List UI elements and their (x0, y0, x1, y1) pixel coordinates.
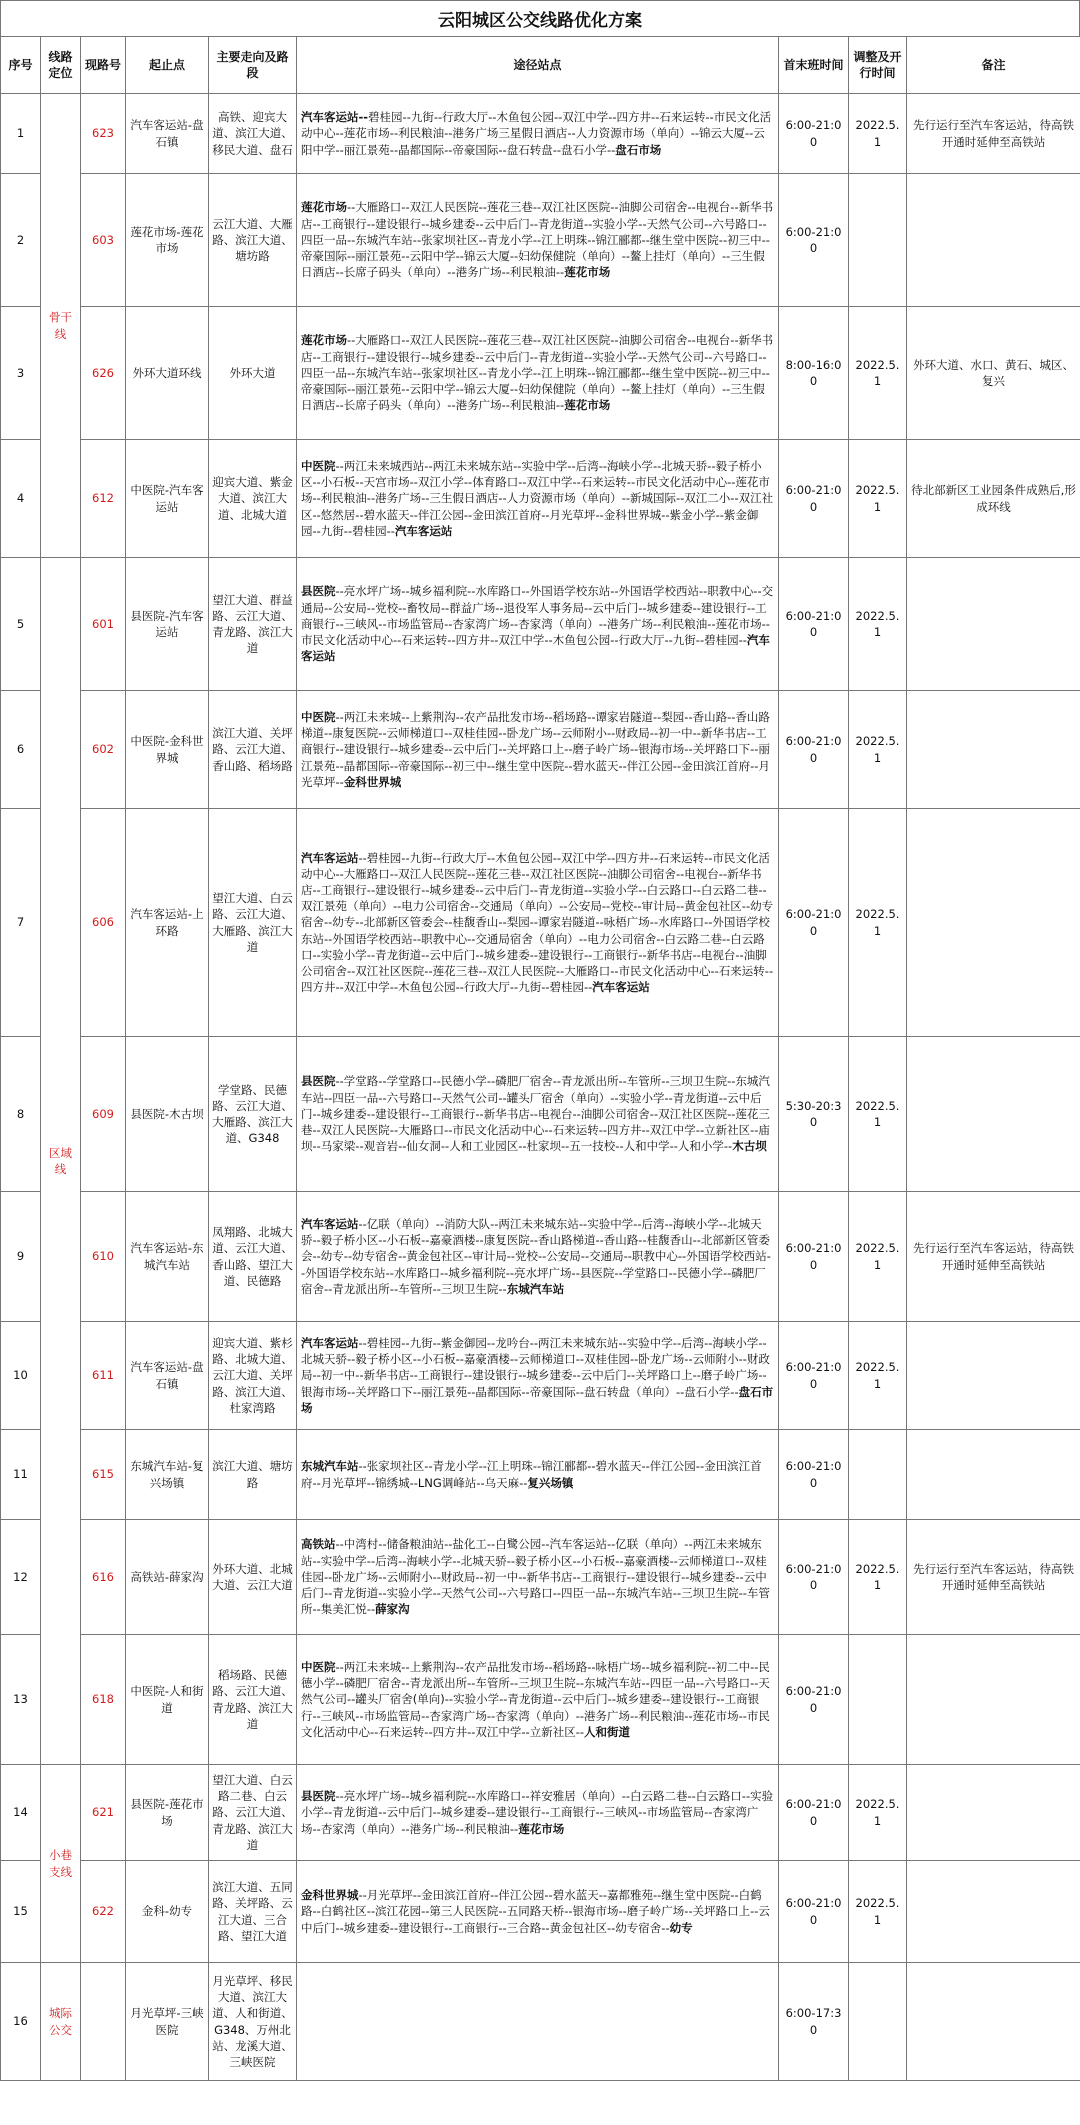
table-row (1, 558, 1080, 691)
cell-endpoints: 金科-幼专 (126, 1861, 209, 1963)
stops-start: 金科世界城 (301, 1888, 359, 1903)
table-row (1, 307, 1080, 440)
stops-mid: --中湾村--储备粮油站--盐化工--白鹭公园--汽车客运站--亿联（单向）--两江未来城东站--实验中学--后湾--海峡小学--北城天骄--毅子桥小区--小石板--嘉豪酒楼--云师梯道口--双桂佳园--卧龙广场--云师附小--财政局--初一中--新华书店--工商银行--建设银行--城乡建委--云中后门--青龙街道--实验小学--天然气公司--六号路口--四臣一品--东城汽车站--三坝卫生院--车管所--集美汇悦-- (301, 1537, 770, 1617)
cell-stops (297, 440, 779, 558)
cell-direction: 滨江大道、关坪路、云江大道、香山路、稻场路 (209, 691, 297, 809)
cell-direction: 凤翔路、北城大道、云江大道、香山路、望江大道、民德路 (209, 1192, 297, 1322)
table-row (1, 1322, 1080, 1430)
cell-stops (297, 1861, 779, 1963)
cell-direction: 月光草坪、移民大道、滨江大道、人和街道、G348、万州北站、龙溪大道、三峡医院 (209, 1963, 297, 2081)
cell-route: 616 (81, 1520, 126, 1635)
cell-seq: 13 (1, 1635, 41, 1765)
table-row (1, 1037, 1080, 1192)
cell-hours: 5:30-20:30 (779, 1037, 849, 1192)
cell-note (907, 558, 1080, 691)
stops-end: 汽车客运站 (301, 633, 770, 664)
cell-direction: 望江大道、群益路、云江大道、青龙路、滨江大道 (209, 558, 297, 691)
cell-direction: 望江大道、白云路二巷、白云路、云江大道、青龙路、滨江大道 (209, 1765, 297, 1861)
cell-date (849, 1430, 907, 1520)
cell-direction: 学堂路、民德路、云江大道、大雁路、滨江大道、G348 (209, 1037, 297, 1192)
cell-route: 623 (81, 94, 126, 174)
stops-start: 汽车客运站-- (301, 110, 369, 125)
header-direction: 主要走向及路段 (209, 37, 297, 94)
cell-hours: 6:00-17:30 (779, 1963, 849, 2081)
cell-stops (297, 1765, 779, 1861)
cell-hours: 6:00-21:00 (779, 440, 849, 558)
cell-seq: 3 (1, 307, 41, 440)
cell-endpoints: 外环大道环线 (126, 307, 209, 440)
cell-date: 2022.5.1 (849, 1037, 907, 1192)
cell-seq: 10 (1, 1322, 41, 1430)
cell-route: 622 (81, 1861, 126, 1963)
cell-direction: 稻场路、民德路、云江大道、青龙路、滨江大道 (209, 1635, 297, 1765)
cell-endpoints: 高铁站-薛家沟 (126, 1520, 209, 1635)
stops-mid: 碧桂园--九街--行政大厅--木鱼包公园--双江中学--四方井--石来运转--市民文化活动中心--莲花市场--利民粮油--港务广场三星假日酒店--人力资源市场（单向）--锦云大厦--云阳中学--丽江景苑--晶都国际--帝豪国际--盘石转盘--盘石小学-- (301, 110, 772, 157)
cell-route: 621 (81, 1765, 126, 1861)
cell-date: 2022.5.1 (849, 1520, 907, 1635)
cell-note (907, 1765, 1080, 1861)
cell-stops (297, 1963, 779, 2081)
stops-end: 木古坝 (732, 1139, 767, 1154)
group-label-alley: 小巷支线 (41, 1765, 81, 1963)
cell-endpoints: 县医院-木古坝 (126, 1037, 209, 1192)
cell-stops (297, 1322, 779, 1430)
stops-end: 人和街道 (584, 1724, 630, 1739)
cell-stops (297, 1520, 779, 1635)
cell-date: 2022.5.1 (849, 1765, 907, 1861)
stops-mid: --碧桂园--九街--行政大厅--木鱼包公园--双江中学--四方井--石来运转--市民文化活动中心--大雁路口--双江人民医院--莲花三巷--双江社区医院--油脚公司宿舍--电视台--新华书店--工商银行--建设银行--城乡建委--云中后门--青龙街道--实验小学--白云路口--白云路二巷--双江景苑（单向）--电力公司宿舍--交通局（单向）--公安局--党校--审计局--黄金包社区--幼专宿舍--幼专--北部新区管委会--桂馥香山--梨园--谭家岩隧道--咏梧广场--水库路口--外国语学校东站--外国语学校西站--职教中心--交通局宿舍（单向）--电力公司宿舍--白云路二巷--白云路口--实验小学--青龙街道--云中后门--城乡建委--建设银行--工商银行--新华书店--电视台--油脚公司宿舍--双江社区医院--莲花三巷--双江人民医院--大雁路口--市民文化活动中心--石来运转--四方井--双江中学--木鱼包公园--行政大厅--九街--碧桂园-- (301, 850, 774, 995)
cell-endpoints: 汽车客运站-盘石镇 (126, 94, 209, 174)
cell-seq: 4 (1, 440, 41, 558)
cell-route: 612 (81, 440, 126, 558)
stops-start: 高铁站 (301, 1537, 336, 1552)
cell-direction: 高铁、迎宾大道、滨江大道、移民大道、盘石 (209, 94, 297, 174)
cell-date (849, 1963, 907, 2081)
stops-mid: --两江未来城--上紫荆沟--农产品批发市场--稻场路--咏梧广场--城乡福利院--初二中--民德小学--磷肥厂宿舍--青龙派出所--车管所--三坝卫生院--东城汽车站--四臣一品--六号路口--天然气公司--罐头厂宿舍(单向)--实验小学--青龙街道--云中后门--城乡建委--建设银行--工商银行--三峡风--市场监管局--杏家湾广场--杏家湾（单向）--港务广场--利民粮油--莲花市场--市民文化活动中心--石来运转--四方井--双江中学--立新社区-- (301, 1659, 770, 1739)
stops-end: 金科世界城 (343, 774, 402, 789)
cell-hours: 6:00-21:00 (779, 691, 849, 809)
stops-start: 汽车客运站 (301, 1216, 359, 1231)
cell-direction: 滨江大道、五同路、关坪路、云江大道、三合路、望江大道 (209, 1861, 297, 1963)
stops-start: 中医院 (301, 709, 336, 724)
cell-date: 2022.5.1 (849, 440, 907, 558)
cell-endpoints: 东城汽车站-复兴场镇 (126, 1430, 209, 1520)
cell-route: 606 (81, 809, 126, 1037)
cell-date: 2022.5.1 (849, 691, 907, 809)
cell-endpoints: 中医院-人和街道 (126, 1635, 209, 1765)
cell-seq: 6 (1, 691, 41, 809)
stops-end: 莲花市场 (564, 265, 611, 280)
stops-mid: --月光草坪--金田滨江首府--伴江公园--碧水蓝天--嘉都雅苑--继生堂中医院--白鹤路--白鹤社区--滨江花园--第三人民医院--五同路天桥--银海市场--磨子岭广场--关坪路口上--云中后门--城乡建委--建设银行--工商银行--三合路--黄金包社区--幼专宿舍-- (301, 1888, 770, 1935)
table-row (1, 174, 1080, 307)
cell-route: 615 (81, 1430, 126, 1520)
cell-endpoints: 汽车客运站-上环路 (126, 809, 209, 1037)
cell-note (907, 1037, 1080, 1192)
cell-seq: 14 (1, 1765, 41, 1861)
cell-note (907, 174, 1080, 307)
cell-note (907, 1430, 1080, 1520)
cell-seq: 9 (1, 1192, 41, 1322)
cell-note: 待北部新区工业园条件成熟后,形成环线 (907, 440, 1080, 558)
cell-direction: 望江大道、白云路、云江大道、大雁路、滨江大道 (209, 809, 297, 1037)
cell-direction: 云江大道、大雁路、滨江大道、塘坊路 (209, 174, 297, 307)
cell-hours: 6:00-21:00 (779, 1192, 849, 1322)
cell-endpoints: 汽车客运站-盘石镇 (126, 1322, 209, 1430)
stops-start: 县医院 (301, 1789, 336, 1804)
cell-route: 611 (81, 1322, 126, 1430)
group-label-regional: 区域线 (41, 558, 81, 1765)
cell-stops (297, 691, 779, 809)
cell-route: 602 (81, 691, 126, 809)
stops-end: 复兴场镇 (527, 1475, 574, 1490)
cell-route (81, 1963, 126, 2081)
header-seq: 序号 (1, 37, 41, 94)
cell-endpoints: 中医院-汽车客运站 (126, 440, 209, 558)
cell-endpoints: 县医院-莲花市场 (126, 1765, 209, 1861)
cell-stops (297, 174, 779, 307)
cell-endpoints: 中医院-金科世界城 (126, 691, 209, 809)
stops-start: 县医院 (301, 1074, 336, 1089)
cell-endpoints: 县医院-汽车客运站 (126, 558, 209, 691)
cell-stops (297, 1037, 779, 1192)
cell-endpoints: 汽车客运站-东城汽车站 (126, 1192, 209, 1322)
header-stops: 途径站点 (297, 37, 779, 94)
cell-route: 603 (81, 174, 126, 307)
cell-stops (297, 1430, 779, 1520)
cell-endpoints: 月光草坪-三峡医院 (126, 1963, 209, 2081)
cell-stops (297, 1192, 779, 1322)
cell-hours: 6:00-21:00 (779, 809, 849, 1037)
cell-seq: 12 (1, 1520, 41, 1635)
cell-stops (297, 1635, 779, 1765)
stops-mid: --大雁路口--双江人民医院--莲花三巷--双江社区医院--油脚公司宿舍--电视台--新华书店--工商银行--建设银行--城乡建委--云中后门--青龙街道--实验小学--天然气公司--六号路口--四臣一品--东城汽车站--张家坝社区--青龙小学--江上明珠--锦江郦都--继生堂中医院--初三中--帝豪国际--丽江景苑--云阳中学--锦云大厦--妇幼保健院（单向）--鳌上挂灯（单向）--三生假日酒店--长席子码头（单向）--港务广场--利民粮油-- (301, 200, 774, 280)
cell-direction: 滨江大道、塘坊路 (209, 1430, 297, 1520)
stops-start: 汽车客运站 (301, 850, 359, 865)
stops-end: 幼专 (669, 1920, 693, 1935)
cell-hours: 6:00-21:00 (779, 174, 849, 307)
header-date: 调整及开行时间 (849, 37, 907, 94)
table-row (1, 440, 1080, 558)
cell-stops (297, 809, 779, 1037)
cell-date: 2022.5.1 (849, 809, 907, 1037)
cell-seq: 11 (1, 1430, 41, 1520)
header-endpoints: 起止点 (126, 37, 209, 94)
cell-stops (297, 307, 779, 440)
cell-note (907, 809, 1080, 1037)
cell-seq: 7 (1, 809, 41, 1037)
cell-hours: 8:00-16:00 (779, 307, 849, 440)
cell-note: 先行运行至汽车客运站，待高铁开通时延伸至高铁站 (907, 1520, 1080, 1635)
cell-hours: 6:00-21:00 (779, 1861, 849, 1963)
cell-note (907, 1963, 1080, 2081)
stops-end: 东城汽车站 (506, 1281, 565, 1296)
cell-hours: 6:00-21:00 (779, 1520, 849, 1635)
stops-start: 中医院 (301, 458, 336, 473)
cell-date: 2022.5.1 (849, 1192, 907, 1322)
stops-end: 汽车客运站 (592, 980, 650, 995)
cell-route: 626 (81, 307, 126, 440)
cell-note: 先行运行至汽车客运站，待高铁开通时延伸至高铁站 (907, 1192, 1080, 1322)
header-note: 备注 (907, 37, 1080, 94)
cell-direction: 迎宾大道、紫杉路、北城大道、云江大道、关坪路、滨江大道、杜家湾路 (209, 1322, 297, 1430)
header-hours: 首末班时间 (779, 37, 849, 94)
stops-end: 盘石市场 (301, 1384, 774, 1415)
stops-end: 莲花市场 (564, 398, 611, 413)
stops-start: 汽车客运站 (301, 1335, 359, 1350)
table-row (1, 1192, 1080, 1322)
cell-date (849, 174, 907, 307)
table-row (1, 1635, 1080, 1765)
cell-route: 609 (81, 1037, 126, 1192)
stops-mid: --张家坝社区--青龙小学--江上明珠--锦江郦都--碧水蓝天--伴江公园--金田滨江首府--月光草坪--锦绣城--LNG调峰站--乌天麻-- (301, 1459, 762, 1490)
table-row (1, 1520, 1080, 1635)
cell-route: 618 (81, 1635, 126, 1765)
header-route: 现路号 (81, 37, 126, 94)
cell-hours: 6:00-21:00 (779, 1765, 849, 1861)
cell-seq: 5 (1, 558, 41, 691)
cell-route: 601 (81, 558, 126, 691)
cell-hours: 6:00-21:00 (779, 1430, 849, 1520)
table-row (1, 809, 1080, 1037)
table-row (1, 1861, 1080, 1963)
cell-note (907, 1322, 1080, 1430)
group-label-backbone: 骨干线 (41, 94, 81, 558)
cell-date: 2022.5.1 (849, 307, 907, 440)
cell-date: 2022.5.1 (849, 1861, 907, 1963)
table-row (1, 1430, 1080, 1520)
stops-start: 莲花市场 (301, 200, 347, 215)
stops-mid: --亮水坪广场--城乡福利院--水库路口--外国语学校东站--外国语学校西站--职教中心--交通局--公安局--党校--畜牧局--群益广场--退役军人事务局--云中后门--城乡建委--建设银行--工商银行--三峡风--市场监管局--杏家湾广场--杏家湾（单向）--港务广场--利民粮油--莲花市场--市民文化活动中心--石来运转--四方井--双江中学--木鱼包公园--行政大厅--九街--碧桂园-- (301, 584, 774, 648)
table-row (1, 1963, 1080, 2081)
cell-direction: 迎宾大道、紫金大道、滨江大道、北城大道 (209, 440, 297, 558)
cell-note: 先行运行至汽车客运站，待高铁开通时延伸至高铁站 (907, 94, 1080, 174)
header-category: 线路定位 (41, 37, 81, 94)
stops-mid: --两江未来城西站--两江未来城东站--实验中学--后湾--海峡小学--北城天骄--毅子桥小区--小石板--天宫市场--双江小学--体育路口--双江中学--石来运转--市民文化活动中心--莲花市场--利民粮油--港务广场--三生假日酒店--人力资源市场（单向）--新城国际--双江二小--双江社区--悠然居--碧水蓝天--伴江公园--金田滨江首府--月光草坪--金科世界城--紫金小学--紫金御园--九街--碧桂园-- (301, 458, 774, 538)
cell-seq: 15 (1, 1861, 41, 1963)
stops-end: 莲花市场 (518, 1821, 565, 1836)
cell-date: 2022.5.1 (849, 94, 907, 174)
stops-mid: --两江未来城--上紫荆沟--农产品批发市场--稻场路--谭家岩隧道--梨园--香山路--香山路梯道--康复医院--云师梯道口--双桂佳园--卧龙广场--云师附小--财政局--初一中--新华书店--工商银行--建设银行--城乡建委--云中后门--关坪路口上--磨子岭广场--银海市场--关坪路口下--丽江景苑--晶都国际--帝豪国际--初三中--继生堂中医院--碧水蓝天--伴江公园--金田滨江首府--月光草坪-- (301, 709, 770, 789)
stops-end: 盘石市场 (615, 142, 662, 157)
routes-table (0, 36, 1080, 2081)
table-row (1, 691, 1080, 809)
cell-seq: 8 (1, 1037, 41, 1192)
stops-mid: --碧桂园--九街--紫金御园--龙吟台--两江未来城东站--实验中学--后湾--海峡小学--北城天骄--毅子桥小区--小石板--嘉豪酒楼--云师梯道口--双桂佳园--卧龙广场--云师附小--财政局--初一中--新华书店--工商银行--建设银行--城乡建委--云中后门--关坪路口上--磨子岭广场--银海市场--关坪路口下--丽江景苑--晶都国际--帝豪国际--盘石转盘（单向）--盘石小学-- (301, 1335, 770, 1399)
table-row (1, 94, 1080, 174)
stops-mid: --大雁路口--双江人民医院--莲花三巷--双江社区医院--油脚公司宿舍--电视台--新华书店--工商银行--建设银行--城乡建委--云中后门--青龙街道--实验小学--天然气公司--六号路口--四臣一品--东城汽车站--张家坝社区--青龙小学--江上明珠--锦江郦都--继生堂中医院--初三中--帝豪国际--丽江景苑--云阳中学--锦云大厦--妇幼保健院（单向）--鳌上挂灯（单向）--三生假日酒店--长席子码头（单向）--港务广场--利民粮油-- (301, 333, 774, 413)
cell-seq: 1 (1, 94, 41, 174)
cell-seq: 16 (1, 1963, 41, 2081)
cell-note: 外环大道、水口、黄石、城区、复兴 (907, 307, 1080, 440)
stops-start: 东城汽车站 (301, 1459, 359, 1474)
stops-start: 县医院 (301, 584, 336, 599)
cell-stops (297, 558, 779, 691)
cell-note (907, 1635, 1080, 1765)
stops-mid: --学堂路--学堂路口--民德小学--磷肥厂宿舍--青龙派出所--车管所--三坝卫生院--东城汽车站--四臣一品--六号路口--天然气公司--罐头厂宿舍（单向）--实验小学--青龙街道--云中后门--城乡建委--建设银行--工商银行--新华书店--电视台--油脚公司宿舍--双江社区医院--莲花三巷--双江人民医院--大雁路口--市民文化活动中心--石来运转--四方井--双江中学--立新社区--庙坝--马家梁--观音岩--仙女洞--人和工业园区--杜家坝--五一技校--人和中学--人和小学-- (301, 1074, 770, 1154)
table-row (1, 1765, 1080, 1861)
cell-hours: 6:00-21:00 (779, 1322, 849, 1430)
cell-route: 610 (81, 1192, 126, 1322)
stops-mid: --亮水坪广场--城乡福利院--水库路口--祥安雅居（单向）--白云路二巷--白云路口--实验小学--青龙街道--云中后门--城乡建委--建设银行--工商银行--三峡风--市场监管局--杏家湾广场--杏家湾（单向）--港务广场--利民粮油-- (301, 1789, 774, 1836)
cell-hours: 6:00-21:00 (779, 558, 849, 691)
cell-hours: 6:00-21:00 (779, 94, 849, 174)
cell-note (907, 691, 1080, 809)
group-label-intercity: 城际公交 (41, 1963, 81, 2081)
stops-start: 莲花市场 (301, 333, 347, 348)
cell-hours: 6:00-21:00 (779, 1635, 849, 1765)
cell-date (849, 1635, 907, 1765)
stops-end: 薛家沟 (375, 1602, 410, 1617)
header-row (1, 37, 1080, 94)
cell-direction: 外环大道 (209, 307, 297, 440)
cell-date: 2022.5.1 (849, 558, 907, 691)
stops-end: 汽车客运站 (394, 523, 453, 538)
stops-mid: --亿联（单向）--消防大队--两江未来城东站--实验中学--后湾--海峡小学--北城天骄--毅子桥小区--小石板--嘉豪酒楼--康复医院--香山路梯道--香山路--桂馥香山--北部新区管委会--幼专--幼专宿舍--黄金包社区--审计局--党校--公安局--交通局--职教中心--外国语学校西站--外国语学校东站--水库路口--城乡福利院--亮水坪广场--县医院--学堂路口--民德小学--磷肥厂宿舍--青龙派出所--车管所--三坝卫生院-- (301, 1216, 771, 1296)
cell-endpoints: 莲花市场-莲花市场 (126, 174, 209, 307)
cell-direction: 外环大道、北城大道、云江大道 (209, 1520, 297, 1635)
cell-seq: 2 (1, 174, 41, 307)
cell-date: 2022.5.1 (849, 1322, 907, 1430)
document-title: 云阳城区公交线路优化方案 (0, 0, 1080, 36)
cell-stops (297, 94, 779, 174)
cell-note (907, 1861, 1080, 1963)
stops-start: 中医院 (301, 1659, 336, 1674)
